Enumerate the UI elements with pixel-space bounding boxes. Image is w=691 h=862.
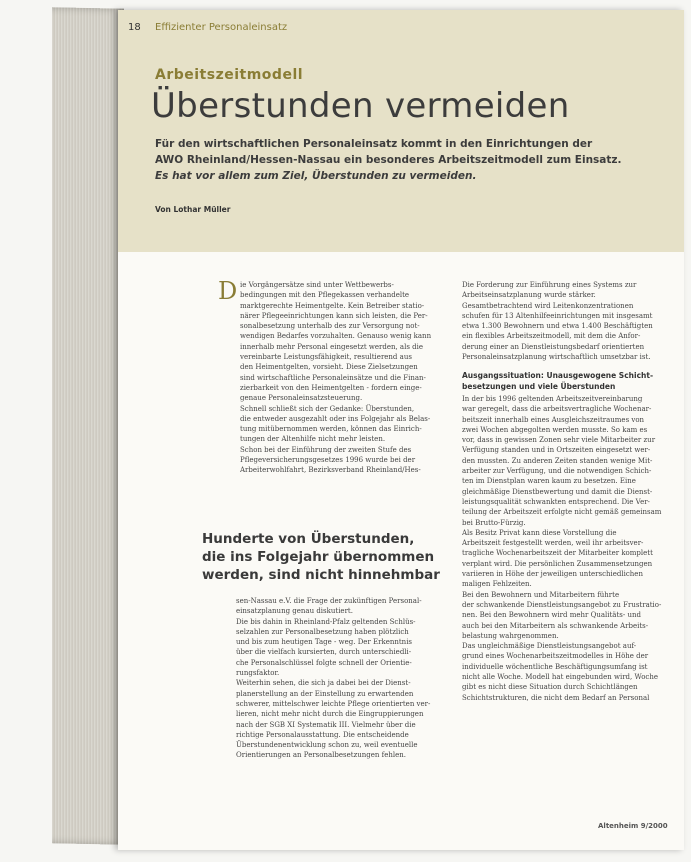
text-line: arbeiter zur Verfügung, und die notwendigen Schich- (462, 467, 652, 476)
text-line: Das ungleichmäßige Dienstleistungsangebot auf- (462, 642, 637, 651)
text-line: richtige Personalausstattung. Die entscheidende (236, 730, 409, 739)
text-line: der schwankende Dienstleistungsangebot zu Frustratio- (462, 600, 662, 609)
lead-line: Für den wirtschaftlichen Personaleinsatz kommt in den Einrichtungen der (155, 138, 593, 150)
text-line: In der bis 1996 geltenden Arbeitszeitvereinbarung (462, 395, 643, 403)
text-line: rungsfaktor. (236, 669, 280, 678)
text-line: Schon bei der Einführung der zweiten Stufe des (240, 445, 412, 454)
text-line: bei Brutto-Fürzig. (462, 518, 526, 527)
text-line: Orientierungen an Personalbesetzungen fehlen. (236, 751, 406, 760)
text-line: einsatzplanung genau diskutiert. (236, 607, 353, 616)
text-line: ie Vorgängersätze sind unter Wettbewerbs- (240, 281, 394, 289)
text-line: Personaleinsatzplanung wirtschaftlich umsetzbar ist. (462, 353, 651, 362)
text-line: gibt es nicht diese Situation durch Schichtlängen (462, 683, 638, 692)
text-line: ein flexibles Arbeitszeitmodell, mit dem die Anfor- (462, 332, 641, 341)
pullquote-line: werden, sind nicht hinnehmbar (202, 567, 440, 583)
text-line: verplant wird. Die persönlichen Zusammensetzungen (462, 559, 653, 568)
left-column-top (240, 280, 488, 476)
text-line: auch bei den Mitarbeitern als schwankende Arbeits- (462, 621, 649, 630)
text-line: tragliche Wochenarbeitszeit der Mitarbeiter komplett (462, 549, 653, 558)
text-line: lieren, nicht mehr nicht durch die Eingruppierungen (236, 710, 424, 719)
text-line: zwei Wochen abgegolten werden musste. So kam es (462, 425, 648, 434)
text-line: sen-Nassau e.V. die Frage der zukünftigen Personal- (236, 597, 422, 605)
pullquote-line: die ins Folgejahr übernommen (202, 549, 435, 565)
text-line: gleichmäßige Dienstbewertung und damit die Dienst- (462, 487, 653, 496)
text-line: Verfügung standen und in Ortszeiten eingesetzt wer- (462, 446, 651, 455)
text-line: Als Besitz Privat kann diese Vorstellung die (462, 528, 617, 537)
text-line: teilung der Arbeitszeit erfolgte nicht gemäß gemeinsam (462, 508, 662, 517)
text-line: den mussten. Zu anderen Zeiten standen wenige Mit- (462, 456, 653, 465)
text-line: Arbeiterwohlfahrt, Bezirksverband Rheinland/Hes- (240, 466, 421, 475)
text-line: individuelle wöchentliche Beschäftigungsumfang ist (462, 662, 648, 671)
text-line: vereinbarte Leistungsfähigkeit, resultierend aus (240, 353, 412, 362)
text-line: marktgerechte Heimentgelte. Kein Betreiber statio- (240, 301, 425, 310)
right-column-bottom (462, 394, 682, 703)
text-line: über die vielfach kursierten, durch unterschiedli- (236, 648, 412, 657)
text-line: Bei den Bewohnern und Mitarbeitern führte (462, 590, 620, 599)
lead-line: AWO Rheinland/Hessen-Nassau ein besonderes Arbeitszeitmodell zum Einsatz. (155, 154, 622, 166)
text-line: Weiterhin sehen, die sich ja dabei bei der Dienst- (236, 679, 411, 688)
text-line: nicht alle Woche. Modell hat eingebunden wird, Woche (462, 673, 658, 682)
text-line: war geregelt, dass die arbeitsvertragliche Wochenar- (462, 405, 652, 414)
text-line: beitszeit innerhalb eines Ausgleichszeitraumes von (462, 415, 645, 424)
header-band (118, 10, 684, 252)
text-line: leistungsqualität schwankten entsprechend. Die Ver- (462, 497, 650, 506)
text-line: Überstundenentwicklung schon zu, weil eventuelle (236, 741, 418, 750)
subhead-line: besetzungen und viele Überstunden (462, 382, 616, 391)
text-line: Die Forderung zur Einführung eines Systems zur (462, 281, 637, 289)
text-line: Schnell schließt sich der Gedanke: Überstunden, (240, 404, 415, 413)
text-line: Die bis dahin in Rheinland-Pfalz geltenden Schlüs- (236, 617, 416, 626)
text-line: sind wirtschaftliche Personaleinsätze und die Finan- (240, 373, 426, 382)
left-column-bottom (236, 596, 464, 761)
byline: Von Lothar Müller (155, 205, 231, 214)
text-line: planerstellung an der Einstellung zu erwartenden (236, 689, 414, 698)
text-line: nach der SGB XI Systematik III. Vielmehr über die (236, 720, 416, 729)
text-line: zierbarkeit von den Heimentgelten - fordern einge- (240, 383, 422, 392)
text-line: maligen Fehlzeiten. (462, 580, 532, 589)
article-lead (155, 136, 675, 184)
pullquote-line: Hunderte von Überstunden, (202, 531, 415, 547)
text-line: Gesamtbetrachtend wird Leitenkonzentrationen (462, 301, 634, 310)
running-head: Effizienter Personaleinsatz (155, 22, 288, 33)
text-line: che Personalschlüssel folgte schnell der Orientie- (236, 658, 412, 667)
book-page-edges (52, 7, 124, 845)
text-line: variieren in Höhe der jeweiligen unterschiedlichen (462, 570, 643, 579)
lead-line: Es hat vor allem zum Ziel, Überstunden zu vermeiden. (155, 170, 477, 182)
magazine-page (118, 10, 684, 850)
text-line: Pflegeversicherungsgesetzes 1996 wurde bei der (240, 456, 416, 465)
text-line: belastung wahrgenommen. (462, 631, 559, 640)
text-line: wendigen Bedarfes vorzuhalten. Genauso wenig kann (240, 332, 432, 341)
footer-label: Altenheim 9/2000 (598, 822, 668, 830)
text-line: ten im Dienstplan waren kaum zu besetzen. Eine (462, 477, 636, 486)
dropcap: D (218, 277, 238, 305)
text-line: sonalbesetzung unterhalb des zur Versorgung not- (240, 322, 420, 331)
text-line: und bis zum heutigen Tage - weg. Der Erkenntnis (236, 638, 413, 647)
article-kicker: Arbeitszeitmodell (155, 67, 304, 83)
text-line: etwa 1.300 Bewohnern und etwa 1.400 Beschäftigten (462, 322, 653, 331)
text-line: selzahlen zur Personalbesetzung haben plötzlich (236, 627, 409, 636)
text-line: Arbeitseinsatzplanung wurde stärker. (462, 291, 596, 300)
text-line: närer Pflegeeinrichtungen kann sich leisten, die Per- (240, 311, 428, 320)
article-headline: Überstunden vermeiden (151, 86, 570, 126)
section-subhead (462, 370, 682, 392)
text-line: die entweder ausgezahlt oder ins Folgejahr als Belas- (240, 414, 431, 423)
subhead-line: Ausgangssituation: Unausgewogene Schicht- (462, 371, 654, 380)
text-line: tungen der Altenhilfe nicht mehr leisten. (240, 435, 386, 444)
text-line: den Heimentgelten, vorsieht. Diese Zielsetzungen (240, 363, 418, 372)
text-line: nen. Bei den Bewohnern wird mehr Qualitäts- und (462, 611, 641, 620)
text-line: tung mitübernommen werden, können das Einrich- (240, 425, 422, 434)
right-column-top (462, 280, 682, 362)
text-line: Schichtstrukturen, die nicht dem Bedarf an Personal (462, 693, 650, 702)
text-line: genaue Personaleinsatzsteuerung. (240, 394, 363, 403)
text-line: schufen für 13 Altenhilfeeinrichtungen mit insgesamt (462, 311, 653, 320)
page-number: 18 (128, 22, 141, 33)
text-line: bedingungen mit den Pflegekassen verhandelte (240, 291, 410, 300)
text-line: schwerer, mittelschwer leichte Pflege orientierten ver- (236, 699, 431, 708)
text-line: derung einer an Dienstleistungsbedarf orientierten (462, 342, 645, 351)
text-line: vor, dass in gewissen Zonen sehr viele Mitarbeiter zur (462, 436, 656, 445)
text-line: innerhalb mehr Personal eingesetzt werden, als die (240, 342, 424, 351)
pullquote (202, 530, 472, 584)
text-line: grund eines Wochenarbeitszeitmodelles in Höhe der (462, 652, 649, 661)
text-line: Arbeitszeit festgestellt werden, weil ihr arbeitsver- (462, 539, 644, 548)
